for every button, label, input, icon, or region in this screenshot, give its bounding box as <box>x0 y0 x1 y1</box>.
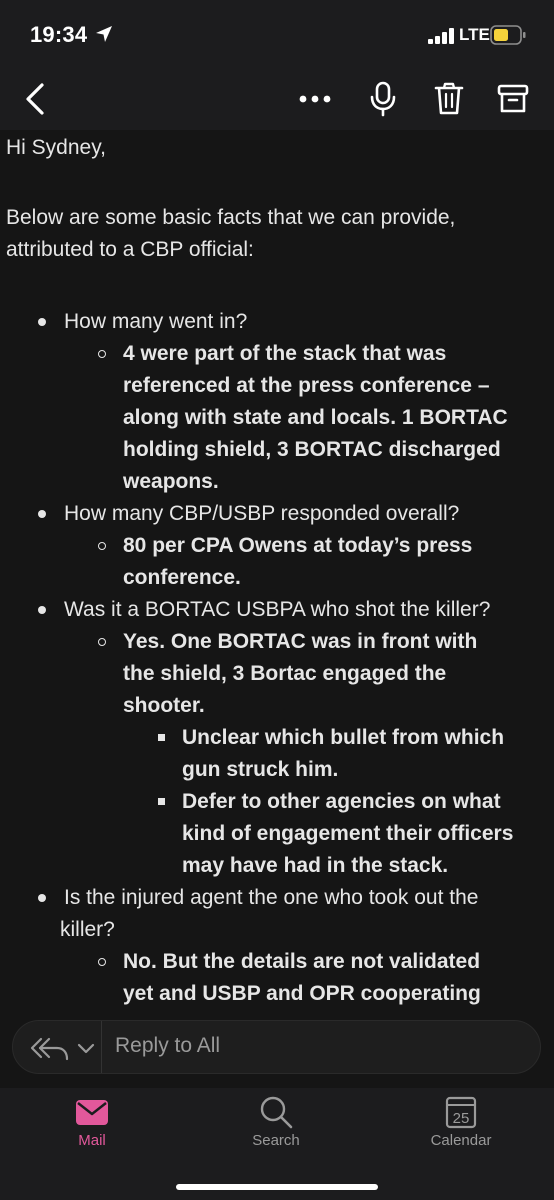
microphone-icon <box>369 81 397 117</box>
reply-to-all-field[interactable]: Reply to All <box>115 1034 221 1057</box>
list-item-line: Was it a BORTAC USBPA who shot the killer? <box>64 598 491 621</box>
list-item-line: shooter. <box>123 694 205 717</box>
list-bullet <box>38 318 46 326</box>
list-item-line: yet and USBP and OPR cooperating <box>123 982 481 1005</box>
list-bullet <box>98 350 106 358</box>
home-indicator <box>176 1184 378 1190</box>
list-item-line: How many went in? <box>64 310 248 333</box>
reply-all-icon <box>29 1033 73 1063</box>
tab-search[interactable] <box>216 1088 336 1168</box>
reply-bar <box>12 1020 541 1074</box>
list-item-line: Is the injured agent the one who took out the <box>64 886 479 909</box>
status-bar <box>0 0 554 68</box>
calendar-icon <box>442 1094 480 1130</box>
tab-mail[interactable] <box>32 1088 152 1168</box>
list-item-line: Yes. One BORTAC was in front with <box>123 630 478 653</box>
list-item-line: Defer to other agencies on what <box>182 790 501 813</box>
chevron-left-icon <box>22 82 48 116</box>
list-item-line: referenced at the press conference – <box>123 374 490 397</box>
list-bullet <box>98 542 106 550</box>
list-item-line: kind of engagement their officers <box>182 822 514 845</box>
list-item-line: holding shield, 3 BORTAC discharged <box>123 438 501 461</box>
list-item-line: along with state and locals. 1 BORTAC <box>123 406 508 429</box>
list-item-line: conference. <box>123 566 241 589</box>
more-dots-icon <box>298 94 332 104</box>
search-icon <box>257 1094 295 1130</box>
list-bullet <box>158 734 165 741</box>
trash-icon <box>434 82 464 116</box>
email-body <box>0 130 554 1020</box>
signal-bars-icon <box>428 28 456 44</box>
email-greeting: Hi Sydney, <box>6 136 106 159</box>
tab-label-calendar: Calendar <box>430 1132 492 1149</box>
calendar-day-badge: 25 <box>452 1110 470 1127</box>
network-type: LTE <box>459 25 490 44</box>
list-item-line: weapons. <box>123 470 219 493</box>
location-arrow-icon <box>94 24 114 44</box>
list-item-line: the shield, 3 Bortac engaged the <box>123 662 447 685</box>
back-button[interactable] <box>16 80 54 118</box>
list-item-line: may have had in the stack. <box>182 854 449 877</box>
delete-button[interactable] <box>430 80 468 118</box>
list-item-line: killer? <box>60 918 115 941</box>
list-item-line: How many CBP/USBP responded overall? <box>64 502 460 525</box>
list-bullet <box>38 894 46 902</box>
more-options-button[interactable] <box>296 80 334 118</box>
reply-divider <box>101 1021 102 1073</box>
list-item-line: No. But the details are not validated <box>123 950 481 973</box>
archive-button[interactable] <box>494 80 532 118</box>
list-bullet <box>98 958 106 966</box>
list-bullet <box>38 510 46 518</box>
list-item-line: gun struck him. <box>182 758 339 781</box>
bottom-tab-bar <box>0 1088 554 1200</box>
battery-low-icon <box>490 25 526 45</box>
email-intro: Below are some basic facts that we can provide, attributed to a CBP official: <box>6 206 456 261</box>
chevron-down-icon <box>77 1043 95 1055</box>
read-aloud-button[interactable] <box>364 80 402 118</box>
tab-label-search: Search <box>252 1132 300 1149</box>
archive-box-icon <box>497 83 529 115</box>
message-toolbar <box>0 68 554 130</box>
list-bullet <box>38 606 46 614</box>
tab-calendar[interactable] <box>401 1088 521 1168</box>
mail-envelope-icon <box>73 1094 111 1130</box>
tab-label-mail: Mail <box>78 1132 106 1149</box>
reply-area <box>0 1010 554 1088</box>
reply-options-button[interactable] <box>29 1033 99 1063</box>
list-item-line: 80 per CPA Owens at today’s press <box>123 534 473 557</box>
list-bullet <box>158 798 165 805</box>
list-item-line: Unclear which bullet from which <box>182 726 505 749</box>
list-bullet <box>98 638 106 646</box>
status-time: 19:34 <box>30 22 88 47</box>
list-item-line: 4 were part of the stack that was <box>123 342 447 365</box>
